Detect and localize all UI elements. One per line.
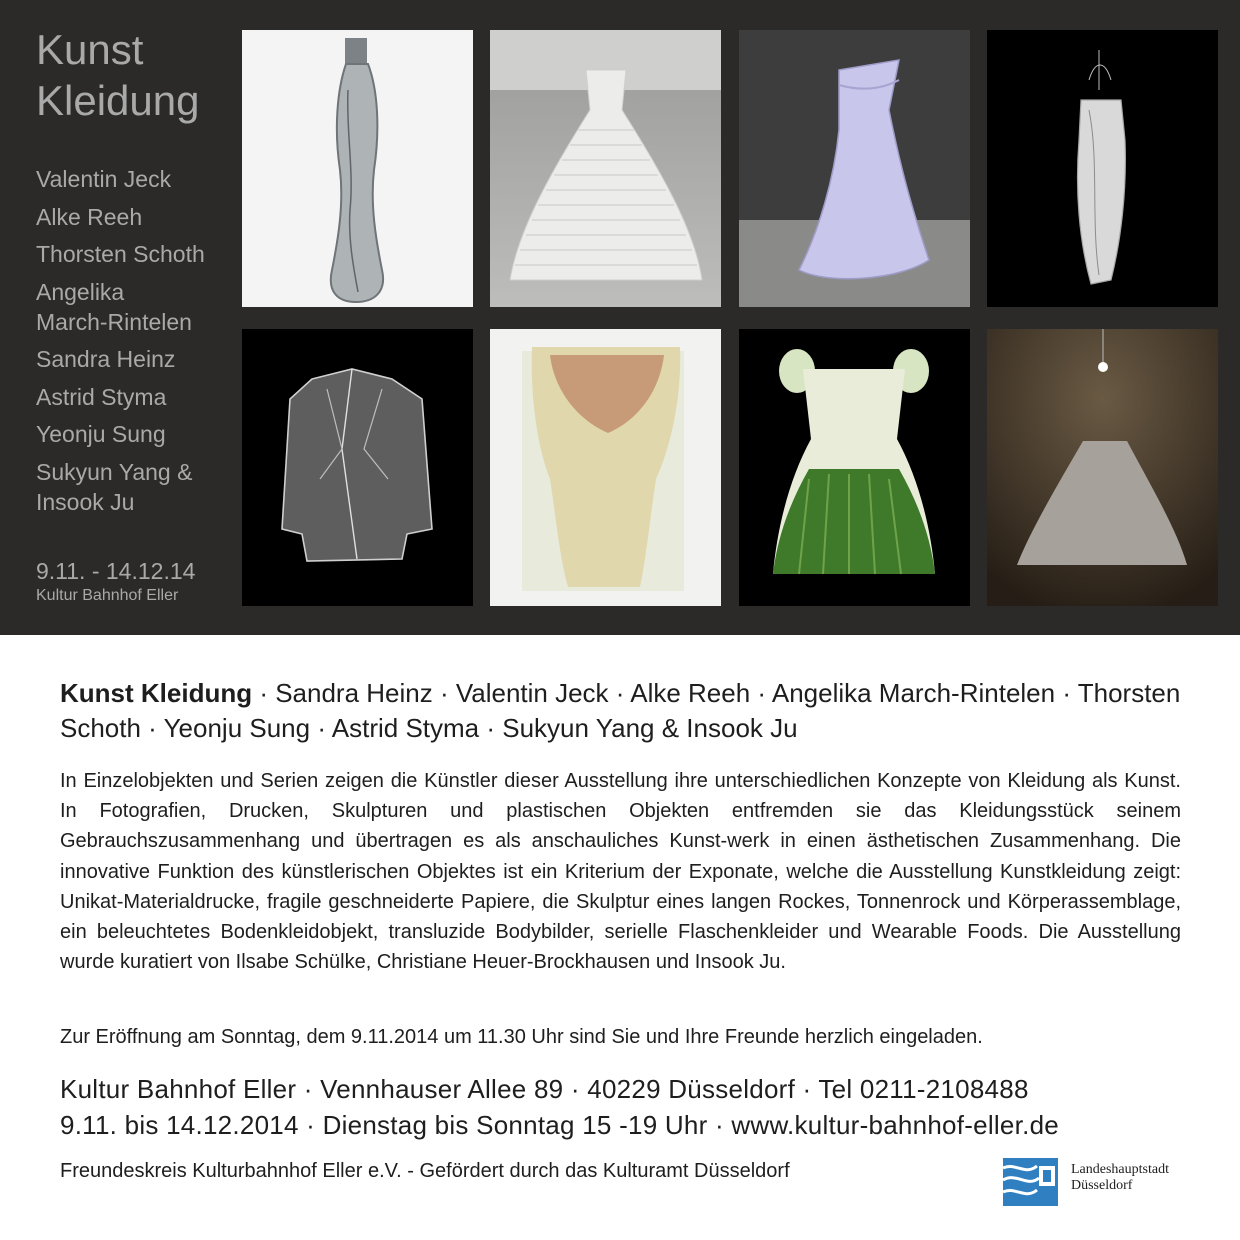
artist-name-line-2: March-Rintelen bbox=[36, 308, 192, 335]
artwork-floor-dress bbox=[987, 329, 1218, 606]
artist-name-line-2: Insook Ju bbox=[36, 488, 135, 515]
duesseldorf-logo bbox=[1003, 1158, 1183, 1206]
opening-invitation: Zur Eröffnung am Sonntag, dem 9.11.2014 um 11.30 Uhr sind Sie und Ihre Freunde herzlich eingeladen. bbox=[60, 1026, 983, 1048]
city-emblem-icon bbox=[1003, 1158, 1058, 1206]
artist-name-line-1: Thorsten Schoth bbox=[36, 241, 205, 267]
artist-name bbox=[36, 239, 236, 269]
venue-address: Kultur Bahnhof Eller · Vennhauser Allee 89 · 40229 Düsseldorf · Tel 0211-2108488 bbox=[60, 1074, 1029, 1104]
artist-name-line-1: Alke Reeh bbox=[36, 203, 143, 230]
artwork-translucent-body bbox=[490, 329, 721, 606]
artist-name-line-1: Yeonju Sung bbox=[36, 421, 166, 447]
logo-line-1: Landeshauptstadt bbox=[1071, 1162, 1169, 1177]
opening-hours: 9.11. bis 14.12.2014 · Dienstag bis Sonntag 15 -19 Uhr · www.kultur-bahnhof-eller.de bbox=[60, 1110, 1059, 1140]
headline-title: Kunst Kleidung bbox=[60, 678, 253, 708]
headline-artists: · Sandra Heinz · Valentin Jeck · Alke Reeh · Angelika March-Rintelen · Thorsten Schoth · Yeonju Sung · Astrid Styma · Sukyun Yang & Insook Ju bbox=[60, 678, 1181, 743]
artist-name-line-1: Sandra Heinz bbox=[36, 346, 176, 372]
artist-name bbox=[36, 202, 236, 232]
artist-name bbox=[36, 457, 236, 517]
artist-name bbox=[36, 382, 236, 412]
artist-name-line-1: Angelika bbox=[36, 278, 125, 305]
artwork-vegetable-dress bbox=[739, 329, 970, 606]
artwork-xray-jacket bbox=[242, 329, 473, 606]
artwork-lilac-gown bbox=[739, 30, 970, 307]
exhibition-description: In Einzelobjekten und Serien zeigen die Künstler dieser Ausstellung ihre unterschiedlichen Konzepte von Kleidung als Kunst. In Fotografien, Drucken, Skulpturen und plastischen Objekten entfremden sie das Kleidungsstück seinem Gebrauchszusammenhang und übertragen es als anschauliches Kunst-werk in einen ästhetischen Zusammenhang. Die innovative Funktion des künstlerischen Objektes ist ein Kriterium der Exponate, welche die Ausstellung Kunstkleidung zeigt: Unikat-Materialdrucke, fragile geschneiderte Papiere, die Skulptur eines langen Rockes, Tonnenrock und Körperassemblage, ein beleuchtetes Bodenkleidobjekt, transluzide Bodybilder, serielle Flaschenkleider und Wearable Foods. Die Ausstellung wurde kuratiert von Ilsabe Schülke, Christiane Heuer-Brockhausen und Insook Ju. bbox=[60, 770, 1181, 974]
logo-text bbox=[1071, 1162, 1169, 1194]
poster-venue: Kultur Bahnhof Eller bbox=[36, 587, 179, 604]
artist-name bbox=[36, 277, 236, 337]
artist-name-line-1: Astrid Styma bbox=[36, 383, 167, 410]
artwork-paper-dress bbox=[987, 30, 1218, 307]
poster-title bbox=[36, 24, 199, 126]
artist-name-line-1: Valentin Jeck bbox=[36, 166, 172, 192]
artwork-bottle-dress bbox=[242, 30, 473, 307]
title-line-1: Kunst bbox=[36, 26, 144, 73]
poster-dates: 9.11. - 14.12.14 bbox=[36, 558, 196, 584]
artist-name bbox=[36, 344, 236, 374]
artist-name bbox=[36, 419, 236, 449]
sponsor-line: Freundeskreis Kulturbahnhof Eller e.V. - Gefördert durch das Kulturamt Düsseldorf bbox=[60, 1160, 790, 1182]
artist-name-line-1: Sukyun Yang & bbox=[36, 458, 193, 485]
title-line-2: Kleidung bbox=[36, 77, 200, 124]
artist-list bbox=[36, 164, 236, 524]
logo-line-2: Düsseldorf bbox=[1071, 1178, 1133, 1193]
artwork-barrel-skirt bbox=[490, 30, 721, 307]
exhibition-headline bbox=[60, 676, 1190, 746]
artist-name bbox=[36, 164, 236, 194]
